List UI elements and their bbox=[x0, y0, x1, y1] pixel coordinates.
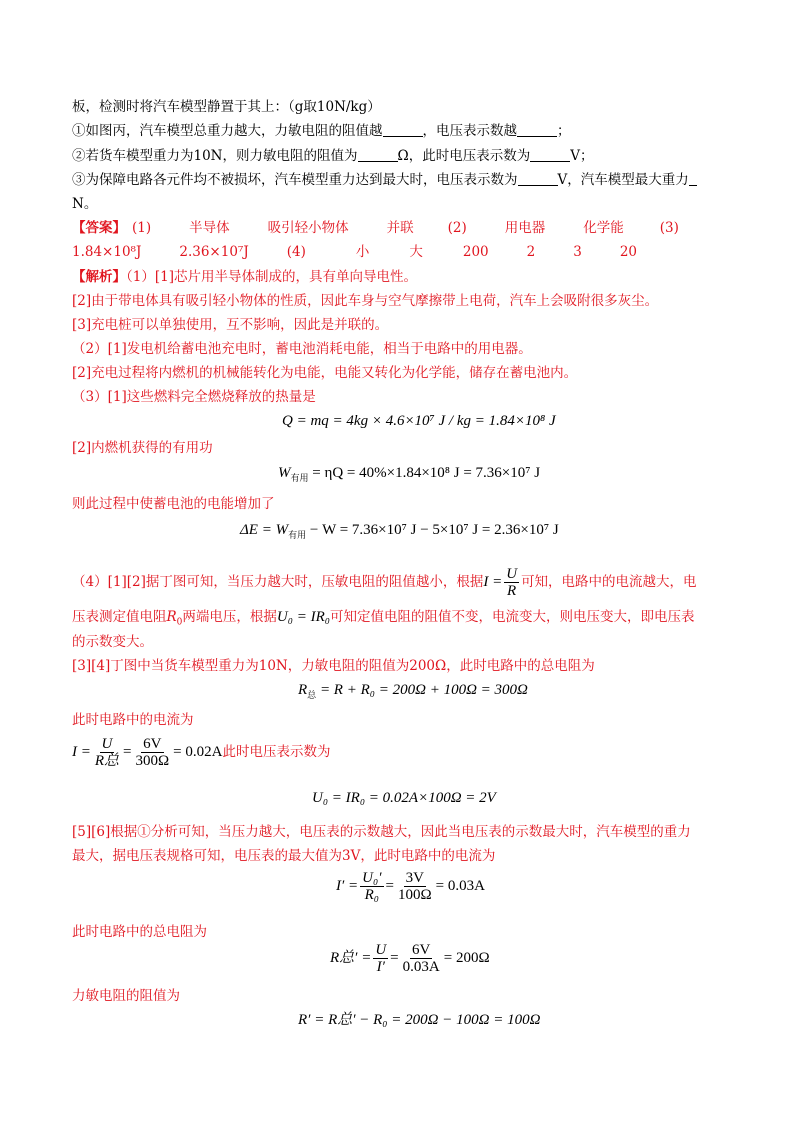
analysis-line-16: 最大，据电压表规格可知，电压表的最大值为3V，此时电路中的电流为 bbox=[72, 848, 496, 864]
analysis-line-3: [3]充电桩可以单独使用，互不影响，因此是并联的。 bbox=[72, 317, 389, 333]
question-intro: 板，检测时将汽车模型静置于其上：（g取10N/kg） bbox=[72, 99, 381, 115]
analysis-line-4: （2）[1]发电机给蓄电池充电时，蓄电池消耗电能，相当于电路中的用电器。 bbox=[72, 341, 532, 357]
fraction-u-over-iprime: $\frac{U}{I'}$ bbox=[375, 942, 387, 975]
equation-heat: Q = mq = 4kg × 4.6×10⁷ J / kg = 1.84×10⁸ J bbox=[282, 413, 556, 429]
equation-sensor-resistance: R′ = R总′ − R₀ = 200Ω − 100Ω = 100Ω bbox=[298, 1012, 541, 1028]
analysis-line-10: 压表测定值电阻$R_0$两端电压，根据U₀ = IR₀可知定值电阻的阻值不变，电流变大，则电压变大，即电压表 bbox=[72, 609, 695, 628]
question-3: ③为保障电路各元件均不被损坏，汽车模型重力达到最大时，电压表示数为 V，汽车模型最大重力 bbox=[72, 170, 697, 190]
question-1: ①如图丙，汽车模型总重力越大，力敏电阻的阻值越 ，电压表示数越 ； bbox=[72, 123, 571, 139]
analysis-line-5: [2]充电过程将内燃机的机械能转化为电能，电能又转化为化学能，储存在蓄电池内。 bbox=[72, 365, 578, 381]
equation-energy-increase: $\Delta E = W_{有用} - W = 7.36\times 10^7$ J − 5×10⁷ J = 2.36×10⁷ J bbox=[240, 522, 559, 540]
answer-blank bbox=[383, 122, 423, 137]
fraction-6v-over-003a: $\frac{6V}{0.03A}$ bbox=[402, 942, 440, 975]
answer-blank bbox=[517, 122, 557, 137]
equation-voltage: U₀ = IR₀ = 0.02A×100Ω = 2V bbox=[312, 790, 496, 806]
fraction-u-over-r: $\frac{U}{R}$ bbox=[506, 566, 518, 599]
analysis-line-11: 的示数变大。 bbox=[72, 634, 153, 650]
question-2: ②若货车模型重力为10N，则力敏电阻的阻值为 Ω，此时电压表示数为 V； bbox=[72, 148, 594, 164]
fraction-u0-over-r0: $\frac{\text{U₀′}}{\text{R₀}}$ bbox=[362, 870, 382, 903]
analysis-line-9: （4）[1][2]据丁图可知，当压力越大时，压敏电阻的阻值越小，根据I = $\frac{U}{R}$ 可知，电路中的电流越大，电 bbox=[72, 566, 697, 599]
fraction-6v-over-300: $\frac{6V}{300\Omega}$ bbox=[135, 736, 170, 769]
answer-line-2: 1.84×10⁸J 2.36×10⁷J (4) 小 大 200 2 3 20 bbox=[72, 244, 638, 260]
answer-label: 【答案】 bbox=[72, 220, 126, 236]
equation-total-resistance-max: R总′ = $\frac{U}{I'}$ = $\frac{6V}{0.03A}$ = 200Ω bbox=[330, 942, 490, 975]
analysis-line-8: 则此过程中使蓄电池的电能增加了 bbox=[72, 496, 275, 512]
analysis-line-7: [2]内燃机获得的有用功 bbox=[72, 440, 213, 456]
analysis-line-13: 此时电路中的电流为 bbox=[72, 712, 194, 728]
answer-blank bbox=[689, 171, 697, 186]
analysis-line-14: 此时电压表示数为 bbox=[222, 744, 331, 760]
equation-useful-work: $W_{有用} = \eta Q = 40\%\times 1.84\times 10^8$ J = 7.36×10⁷ J bbox=[278, 465, 541, 483]
fraction-3v-over-100: $\frac{3V}{100\Omega}$ bbox=[397, 870, 432, 903]
answer-blank bbox=[358, 147, 398, 162]
analysis-line-15: [5][6]根据①分析可知，当压力越大，电压表的示数越大，因此当电压表的示数最大时，汽车模型的重力 bbox=[72, 824, 691, 840]
answer-blank bbox=[530, 147, 570, 162]
answer-line-1: 【答案】 (1) 半导体 吸引轻小物体 并联 (2) 用电器 化学能 (3) bbox=[72, 220, 679, 236]
analysis-line-1: 【解析】（1）[1]芯片用半导体制成的，具有单向导电性。 bbox=[72, 269, 417, 285]
equation-total-resistance: $R_总 = R + R_0 = 200\Omega + 100\Omega = 300\Omega$ bbox=[298, 682, 528, 700]
question-3-end: N。 bbox=[72, 196, 98, 212]
analysis-line-12: [3][4]丁图中当货车模型重力为10N，力敏电阻的阻值为200Ω，此时电路中的总电阻为 bbox=[72, 658, 595, 674]
analysis-line-17: 此时电路中的总电阻为 bbox=[72, 924, 207, 940]
analysis-label: 【解析】 bbox=[72, 269, 126, 285]
equation-max-current: I′ = $\frac{\text{U₀′}}{\text{R₀}}$ = $\frac{3V}{100\Omega}$ = 0.03A bbox=[336, 870, 485, 903]
analysis-line-6: （3）[1]这些燃料完全燃烧释放的热量是 bbox=[72, 389, 316, 405]
fraction-u-over-rtotal: $\frac{U}{\text{R总}}$ bbox=[94, 736, 120, 769]
answer-blank bbox=[518, 171, 558, 186]
equation-current-row: I = $\frac{U}{\text{R总}}$ = $\frac{6V}{300\Omega}$ = 0.02A此时电压表示数为 bbox=[72, 736, 331, 769]
analysis-line-2: [2]由于带电体具有吸引轻小物体的性质，因此车身与空气摩擦带上电荷，汽车上会吸附很多灰尘。 bbox=[72, 293, 659, 309]
analysis-line-18: 力敏电阻的阻值为 bbox=[72, 988, 180, 1004]
